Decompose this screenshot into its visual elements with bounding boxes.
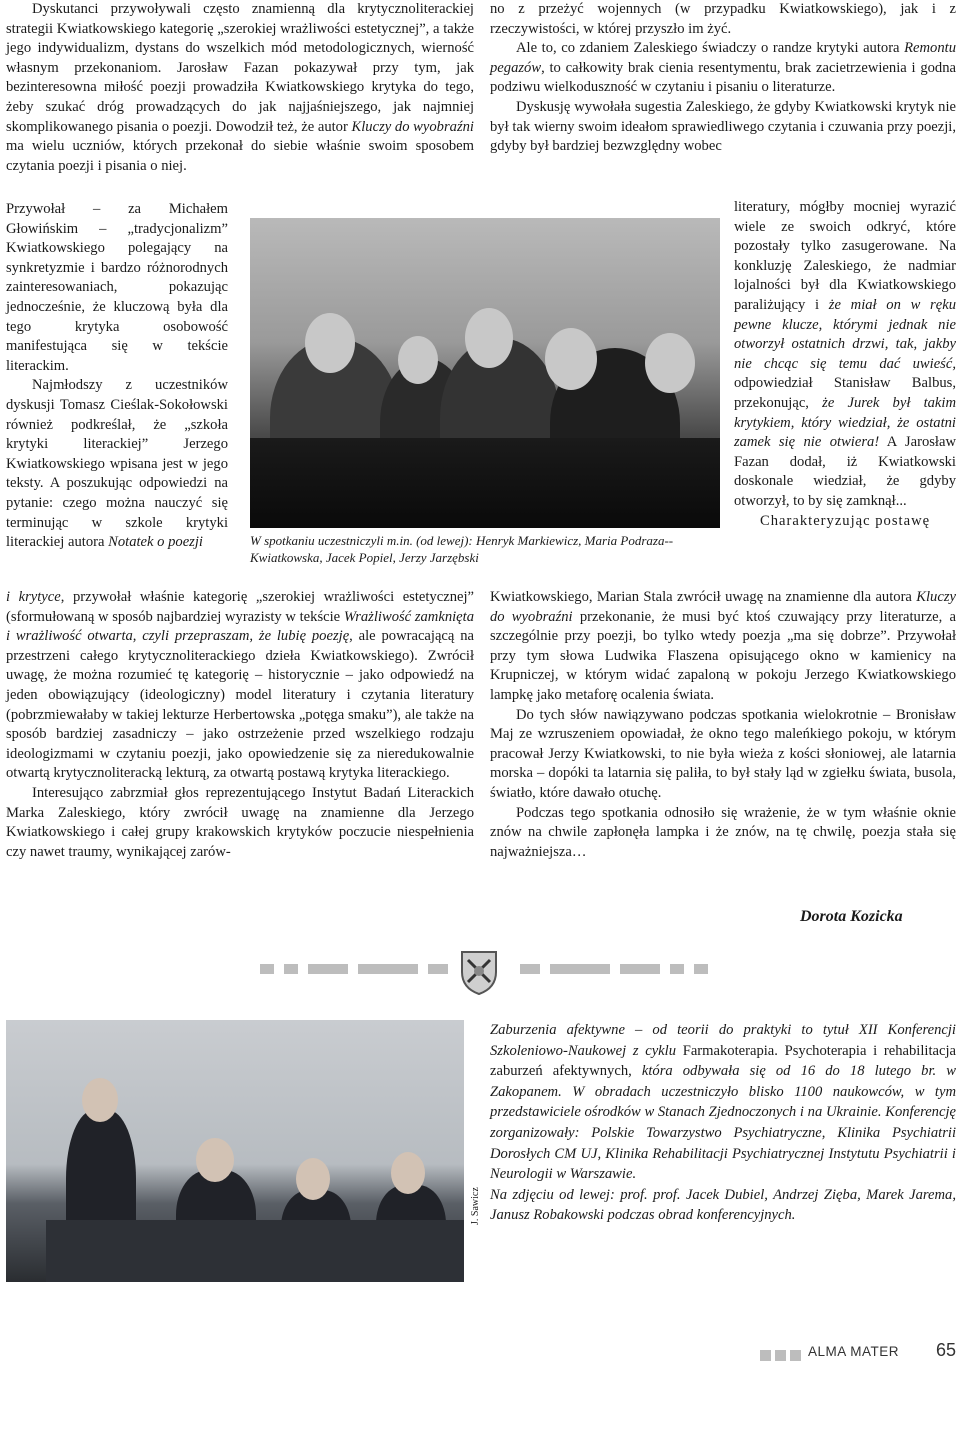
book-title: Remontu pegazów bbox=[490, 40, 956, 76]
article-right-top bbox=[490, 0, 956, 157]
text-run: Ale to, co zdaniem Zaleskiego świadczy o randze krytyki autora bbox=[516, 40, 905, 57]
crest-logo-icon bbox=[458, 948, 500, 996]
photo-credit: J. Sawicz bbox=[470, 1187, 481, 1225]
text-run: A Jarosław Fazan dodał, iż Kwiatkowski doskonale wiedział, że gdyby otworzył, to by się zamknął... bbox=[734, 434, 956, 509]
text-run: przekonanie, że musi być ktoś czuwający przy literaturze, a szczególnie przy poezji, bo tylko wtedy poezja „ma się dobrze”. Przywołał przy tym słowa Ludwika Flaszena opisującego okno w kamienicy na Krupniczej, w którym widać zapaloną w pokoju Jerzego Kwiatkowskiego lampkę jako metaforę ocalenia świata. bbox=[490, 608, 956, 703]
paragraph: Do tych słów nawiązywano podczas spotkania wielokrotnie – Bronisław Maj ze wzruszeniem opowiadał, że okno tego maleńkiego pokoju, w którym pracował Jerzy Kwiatkowski, to nie była wieża z kości słoniowej, ale latarnia morska – dopóki ta latarnia się paliła, to był stały ląd w zgiełku świata, busola, światło, które dawało otuchę. bbox=[490, 706, 956, 801]
article-right-tail bbox=[490, 588, 956, 862]
text-run: , która odbywała się od 16 do 18 lutego br. w Zakopanem. W obradach uczestniczyło blisko 1100 naukowców, w tym przedstawiciele ośrodków w Stanach Zjednoczonych i na Ukrainie. Konferencję zorganizowały: Polskie Towarzystwo Psychiatryczne, Klinika Psychiatrii Dorosłych CM UJ, Klinika Rehabilitacji Psychiatrycznej Instytutu Psychiatrii i Neurologii w Warszawie. bbox=[490, 1063, 956, 1183]
page-footer bbox=[760, 1340, 956, 1366]
book-title: Notatek o poezji bbox=[108, 534, 203, 551]
quote: że miał on w ręku pewne klucze, którymi jednak nie otworzył ostatnich drzwi, tak, jakby nie chcąc się temu dać uwieść, bbox=[734, 296, 956, 372]
text-run: odpowiedział Stanisław Balbus, przekonując, bbox=[734, 375, 956, 411]
paragraph: Przywołał – za Michałem Głowińskim – „tradycjonalizm” Kwiatkowskiego polegający na synkretyzmie i bardzo różnorodnych zainteresowaniach, pokazując jednocześnie, że kluczową była dla tego krytyka osobowość manifestująca się w tekście literackim. bbox=[6, 201, 228, 374]
article-left-narrow bbox=[6, 200, 228, 553]
article-left-tail bbox=[6, 588, 474, 862]
book-title: Kluczy do wyobraźni bbox=[490, 589, 956, 625]
text-run: Zaburzenia afektywne – od teorii do praktyki to tytuł XII Konferencji Szkoleniowo-Naukowej z cyklu bbox=[490, 1022, 956, 1059]
book-title: Kluczy do wyobraźni bbox=[351, 118, 474, 135]
text-run: literatury, mógłby mocniej wyrazić wiele ze swoich odkryć, które pozostały tylko zasugerowane. Na konkluzję Zaleskiego, że nadmiar lojalności był dla Kwiatkowskiego paraliżujący i bbox=[734, 199, 956, 313]
paragraph: Podczas tego spotkania odnosiło się wrażenie, że w tym właśnie oknie znów na chwile zapłonęła lampka i że znów, na tę chwilę, poezja stała się najważniejsza… bbox=[490, 804, 956, 860]
paragraph: no z przeżyć wojennych (w przypadku Kwiatkowskiego), jak i z rzeczywistości, w której przyszło im żyć. bbox=[490, 1, 956, 37]
paragraph: Charakteryzując postawę bbox=[760, 512, 931, 529]
quote: że Jurek był takim krytykiem, który wiedział, że ostatni zamek się nie otwiera! bbox=[734, 394, 956, 451]
text-run: , przywołał właśnie kategorię „szerokiej wrażliwości estetycznej” (sformułowaną w sposób najbardziej wyrazisty w tekście bbox=[6, 589, 474, 625]
author-signature: Dorota Kozicka bbox=[800, 908, 903, 925]
photo-description: Na zdjęciu od lewej: prof. prof. Jacek Dubiel, Andrzej Zięba, Marek Jarema, Janusz Robakowski podczas obrad konferencyjnych. bbox=[490, 1186, 956, 1224]
book-title: i krytyce bbox=[6, 589, 61, 605]
paragraph: Dyskusję wywołała sugestia Zaleskiego, że gdyby Kwiatkowski krytyk nie był tak wierny swoim ideałom sprawiedliwego czytania i czuwania przy poezji, gdyby był bardziej bezwzględny wobec bbox=[490, 98, 956, 155]
magazine-title: ALMA MATER bbox=[808, 1344, 900, 1359]
article-left-top bbox=[6, 0, 474, 176]
text-run: , ale powracającą na przestrzeni całego krytycznoliterackiego dzieła Kwiatkowskiego). Zwrócił uwagę, że można rozumieć tę kategorię – historycznie – jako odpowiedź na jeden obowiązujący (ideologiczny) model literatury i czytania literatury (pobrzmiewałaby w takiej lekturze Herbertowska „potęga smaku”), ale także na sposób bardziej zasadniczy – jako ostrzeżenie przed wszelkiego rodzaju ideologizmami w czytaniu poezji, jako opowiedzenie się za nieredukowalnie otwartą krytycznoliteracką lekturą, za otwartą postawą krytyka literackiego. bbox=[6, 628, 474, 782]
essay-title: Wrażliwość zamknięta i wrażliwość otwarta, czyli przepraszam, że lubię poezję bbox=[6, 608, 475, 645]
paragraph: Interesująco zabrzmiał głos reprezentującego Instytut Badań Literackich Marka Zaleskiego, który zwrócił uwagę na znamienne dla Jerzego Kwiatkowskiego i całej grupy krakowskich krytyków poczucie niespełnienia czy nawet traumy, wynikającej zarów- bbox=[6, 784, 474, 860]
conference-photo bbox=[6, 1020, 464, 1282]
conference-series: Farmakoterapia. Psychoterapia i rehabilitacja zaburzeń afektywnych bbox=[490, 1042, 956, 1080]
meeting-photo bbox=[250, 218, 720, 528]
text-run: Kwiatkowskiego, Marian Stala zwrócił uwagę na znamienne dla autora bbox=[490, 589, 917, 605]
page-number: 65 bbox=[936, 1340, 957, 1360]
text-run: , to całkowity brak cienia resentymentu, brak zacietrzewienia i godna podziwu wielkoduszność w czytaniu i pisaniu o literaturze. bbox=[490, 59, 956, 96]
text-run: Dyskutanci przywoływali często znamienną dla krytycznoliterackiej strategii Kwiatkowskiego kategorię „szerokiej wrażliwości estetycznej”, a także jego indywidualizm, dystans do wszelkich mód metodologicznych, wierność własnym przekonaniom. Jarosław Fazan pokazywał przy tym, jak bezinteresowna miłość poezji prowadziła Kwiatkowskiego krytyka do tego, żeby szukać dróg prowadzących do jak najjaśniejszego, jak najmniej skomplikowanego pisania o poezji. Dowodził też, że autor bbox=[6, 1, 474, 135]
text-run: Najmłodszy z uczestników dyskusji Tomasz Cieślak-Sokołowski również podkreślał, że „szkoła krytyki literackiej” Jerzego Kwiatkowskiego wpisana jest w jego teksty. A poszukując odpowiedzi na pytanie: czego można nauczyć się terminując w szkole krytyki literackiej autora bbox=[6, 377, 228, 551]
conference-notice bbox=[490, 1020, 956, 1226]
photo-caption: W spotkaniu uczestniczyli m.in. (od lewej): Henryk Markiewicz, Maria Podraza--Kwiatkowska, Jacek Popiel, Jerzy Jarzębski bbox=[250, 533, 674, 565]
article-right-narrow bbox=[734, 198, 956, 531]
text-run: ma wielu uczniów, których przekonał do siebie właśnie swoim sposobem czytania poezji i pisania o niej. bbox=[6, 138, 474, 174]
